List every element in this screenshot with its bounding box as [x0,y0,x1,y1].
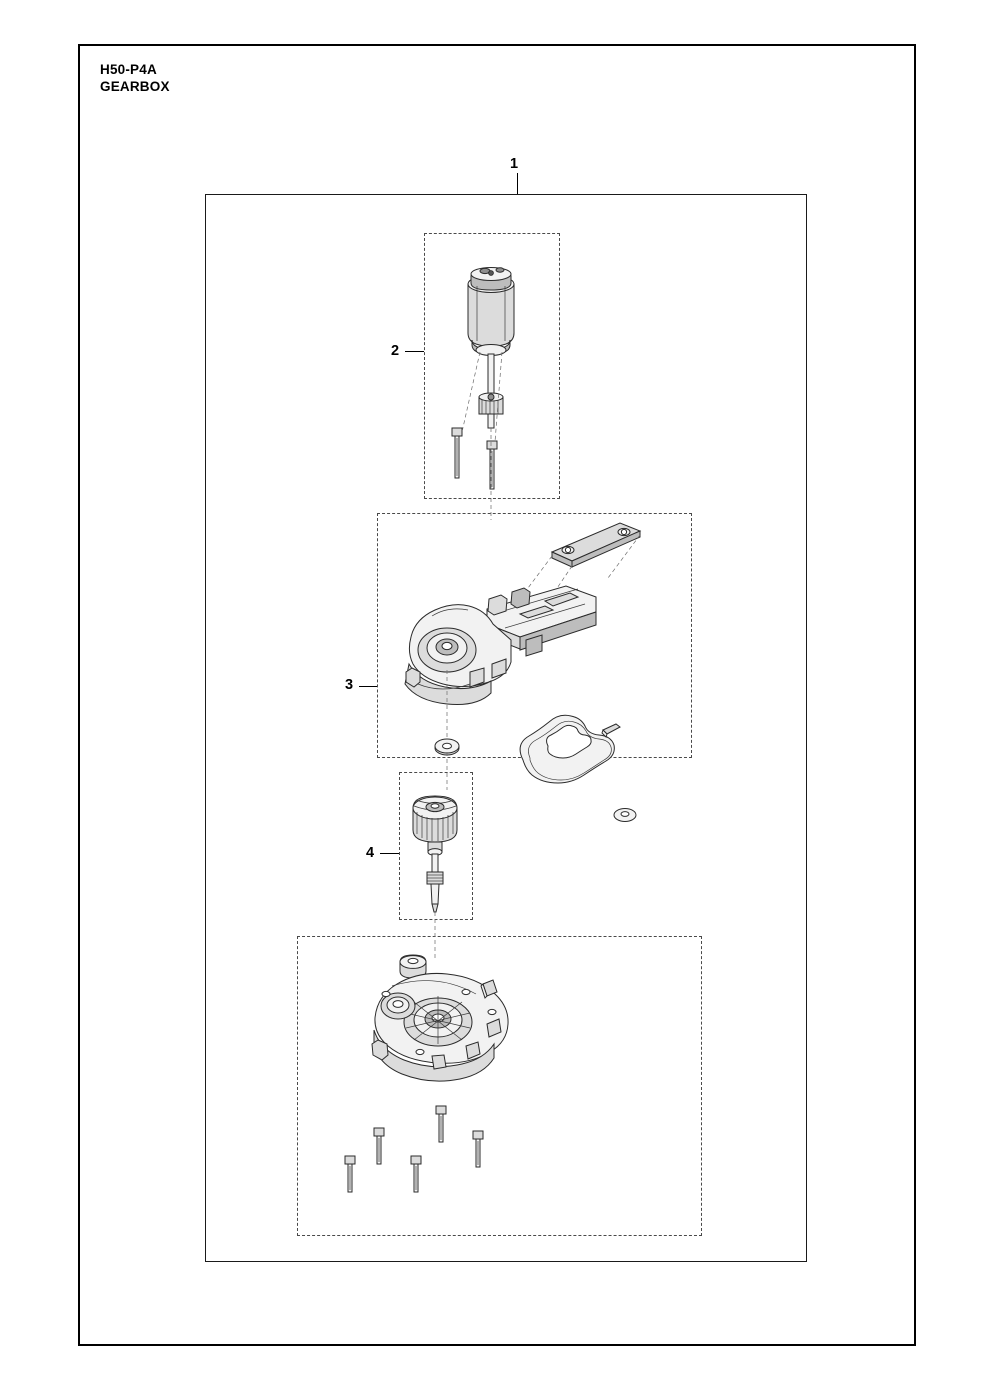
part-pinion-gear [479,393,503,428]
part-cover-screw-5 [411,1156,421,1192]
part-electric-motor [468,268,514,399]
part-cover-screw-1 [436,1106,446,1142]
part-cover-screw-2 [374,1128,384,1164]
part-washer-outer [614,809,636,822]
part-motor-screw-right [487,441,497,489]
part-gear-housing [405,586,596,705]
section-name: GEARBOX [100,78,170,94]
part-motor-screw-left [452,428,462,478]
callout-4: 4 [366,845,375,861]
callout-3: 3 [345,677,354,693]
model-code: H50-P4A [100,62,157,77]
part-cover-screw-4 [345,1156,355,1192]
part-worm-shaft [427,854,443,912]
callout-1: 1 [510,156,519,172]
part-mounting-plate [552,523,640,567]
part-pin-gasket [602,724,620,737]
part-cover-screw-3 [473,1131,483,1167]
part-worm-gear [413,796,457,855]
part-gasket [520,715,614,783]
callout-2: 2 [391,343,400,359]
assembly-guide-lines-motor [462,352,502,520]
